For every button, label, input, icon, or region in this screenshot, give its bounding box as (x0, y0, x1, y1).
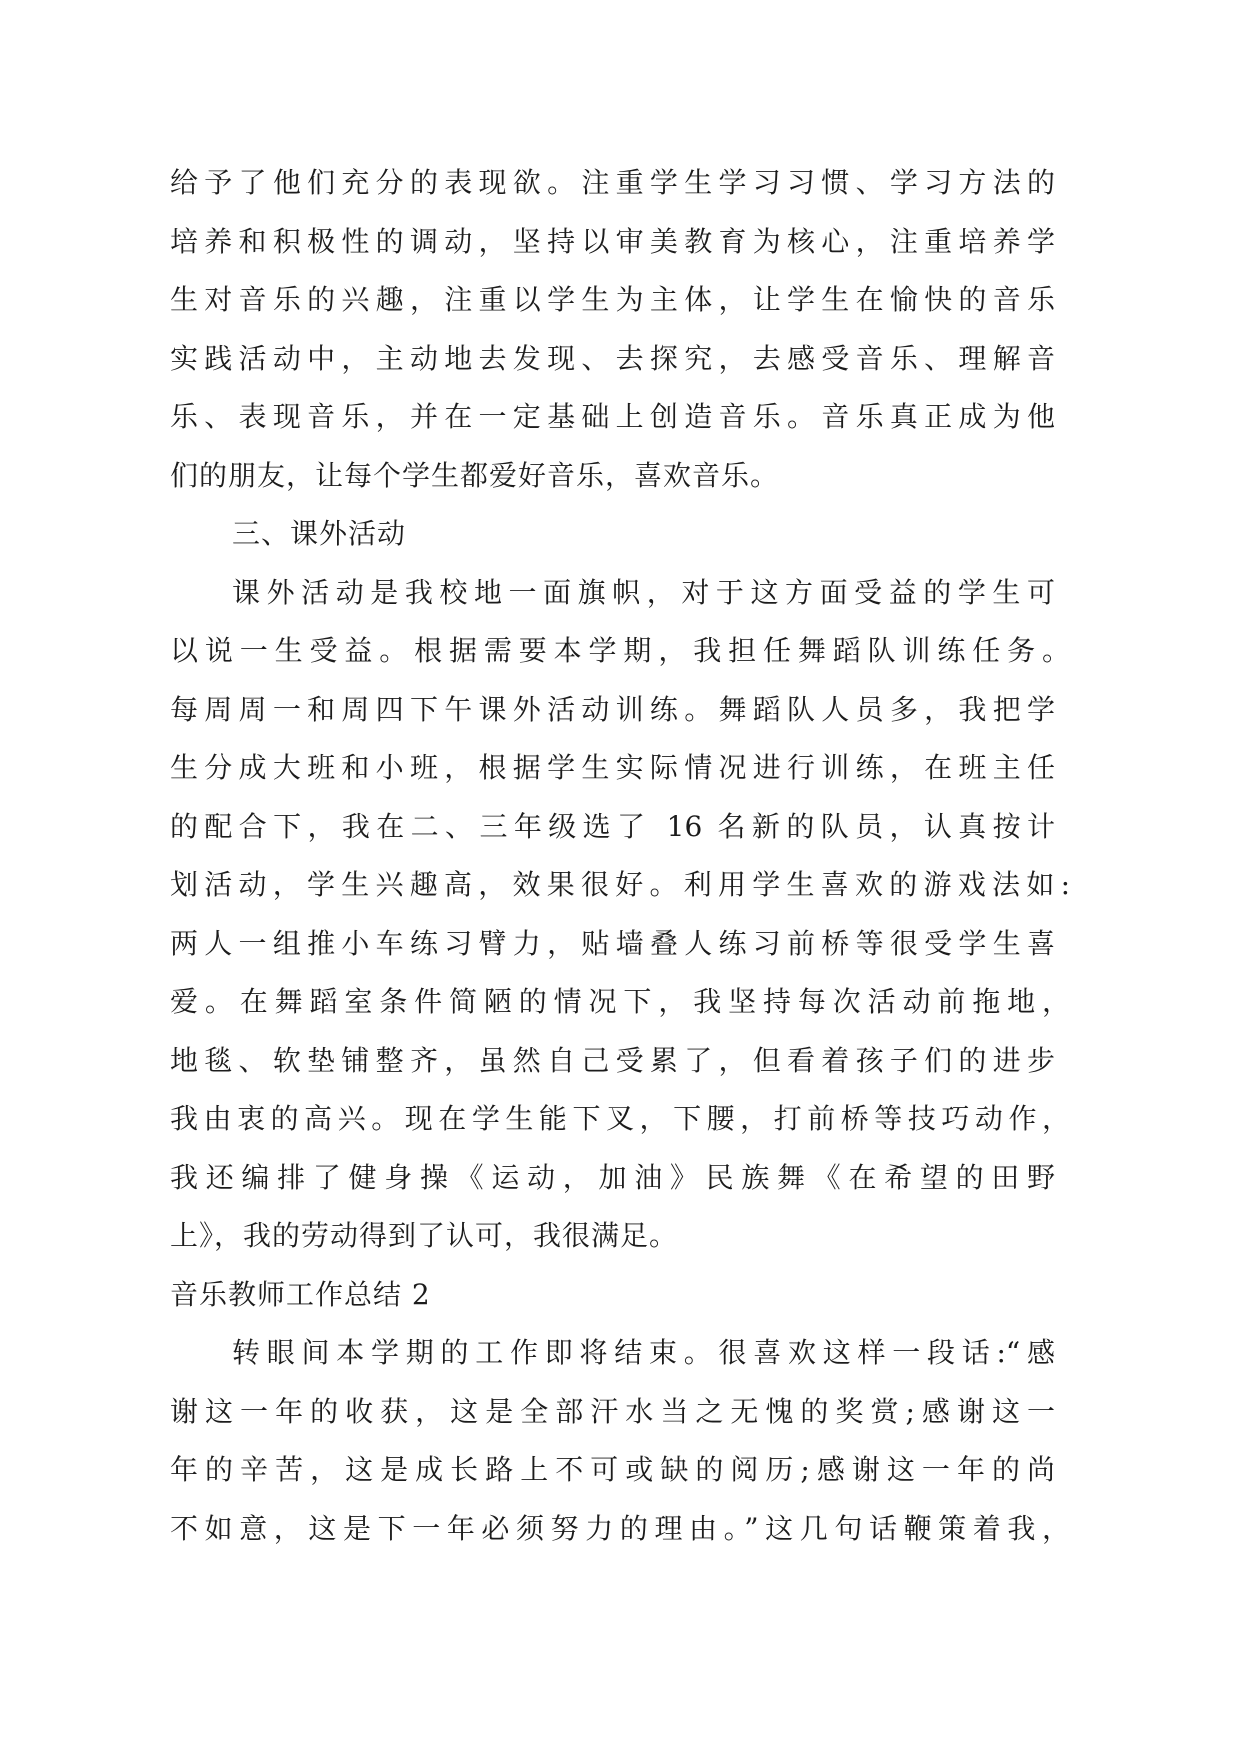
text-line: 年的辛苦，这是成长路上不可或缺的阅历;感谢这一年的尚 (170, 1453, 1055, 1486)
paragraph-extracurricular (170, 564, 1080, 1266)
text-line: 乐、表现音乐，并在一定基础上创造音乐。音乐真正成为他 (170, 400, 1055, 433)
text-line: 不如意，这是下一年必须努力的理由。”这几句话鞭策着我， (170, 1511, 1070, 1545)
document-title (170, 1266, 1080, 1325)
text-line: 划活动，学生兴趣高，效果很好。利用学生喜欢的游戏法如: (170, 868, 1070, 901)
text-line: 给予了他们充分的表现欲。注重学生学习习惯、学习方法的 (170, 166, 1055, 199)
text-line: 每周周一和周四下午课外活动训练。舞蹈队人员多，我把学 (170, 692, 1055, 726)
text-line: 们的朋友，让每个学生都爱好音乐，喜欢音乐。 (170, 458, 780, 492)
text-line: 生对音乐的兴趣，注重以学生为主体，让学生在愉快的音乐 (170, 283, 1055, 316)
document-body (170, 154, 1080, 1558)
text-line: 的配合下，我在二、三年级选了 16 名新的队员，认真按计 (170, 809, 1055, 843)
text-line: 以说一生受益。根据需要本学期，我担任舞蹈队训练任务。 (170, 634, 1070, 667)
text-line: 我由衷的高兴。现在学生能下叉，下腰，打前桥等技巧动作， (170, 1102, 1070, 1135)
document-title-text: 音乐教师工作总结 2 (170, 1277, 431, 1311)
text-line: 谢这一年的收获，这是全部汗水当之无愧的奖赏;感谢这一 (170, 1394, 1055, 1428)
text-line: 我还编排了健身操《运动，加油》民族舞《在希望的田野 (170, 1160, 1055, 1194)
paragraph-continued (170, 154, 1080, 505)
text-line: 课外活动是我校地一面旗帜，对于这方面受益的学生可 (232, 575, 1055, 609)
paragraph-intro (170, 1324, 1080, 1558)
section-heading (170, 505, 1080, 564)
text-line: 两人一组推小车练习臂力，贴墙叠人练习前桥等很受学生喜 (170, 926, 1055, 960)
text-line: 上》，我的劳动得到了认可，我很满足。 (170, 1219, 679, 1252)
text-line: 生分成大班和小班，根据学生实际情况进行训练，在班主任 (170, 751, 1055, 784)
text-line: 培养和积极性的调动，坚持以审美教育为核心，注重培养学 (170, 224, 1055, 258)
text-line: 爱。在舞蹈室条件简陋的情况下，我坚持每次活动前拖地， (170, 985, 1070, 1018)
text-line: 转眼间本学期的工作即将结束。很喜欢这样一段话:“感 (232, 1336, 1055, 1369)
text-line: 实践活动中，主动地去发现、去探究，去感受音乐、理解音 (170, 341, 1055, 375)
text-line: 地毯、软垫铺整齐，虽然自己受累了，但看着孩子们的进步 (170, 1043, 1055, 1077)
section-heading-text: 三、课外活动 (232, 517, 407, 550)
